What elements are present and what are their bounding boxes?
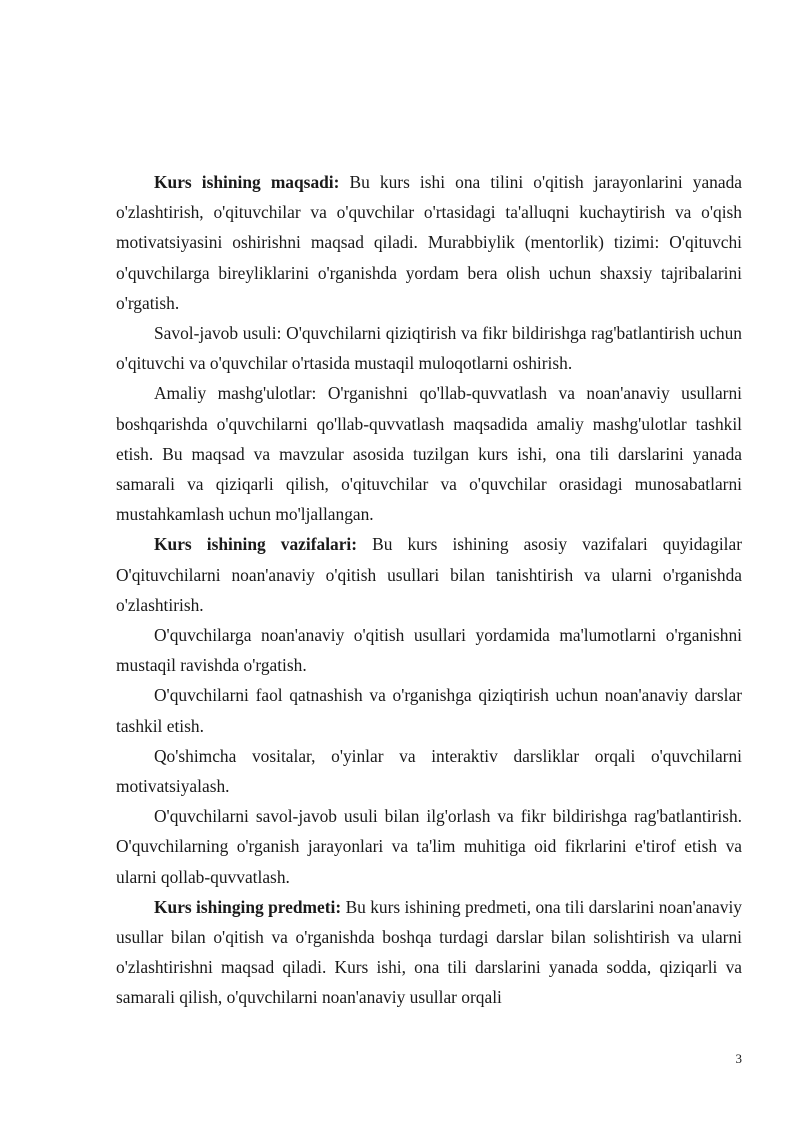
paragraph-task-item (116, 620, 742, 680)
heading-tasks: Kurs ishining vazifalari: (154, 534, 358, 555)
paragraph-text: O'quvchilarni savol-javob usuli bilan ilg'orlash va fikr bildirishga rag'batlantirish. O'quvchilarning o'rganish jarayonlari va ta'lim muhitiga oid fikrlarini e'tirof etish va ularni qollab-quvvatlash. (116, 806, 742, 887)
paragraph-text: Bu kurs ishining asosiy vazifalari quyidagilar O'qituvchilarni noan'anaviy o'qitish usullari bilan tanishtirish va ularni o'rganishda o'zlashtirish. (116, 534, 742, 615)
paragraph-text: Qo'shimcha vositalar, o'yinlar va interaktiv darsliklar orqali o'quvchilarni motivatsiyalash. (116, 745, 742, 797)
paragraph-text: Amaliy mashg'ulotlar: O'rganishni qo'llab-quvvatlash va noan'anaviy usullarni boshqarishda o'quvchilarni qo'llab-quvvatlash maqsadida amaliy mashg'ulotlar tashkil etish. Bu maqsad va mavzular asosida tuzilgan kurs ishi, ona tili darslarini yanada samarali va qiziqarli qilish, o'qituvchilar va o'quvchilar orasidagi munosabatlarni mustahkamlash uchun mo'ljallangan. (116, 383, 742, 525)
paragraph-text: Bu kurs ishi ona tilini o'qitish jarayonlarini yanada o'zlashtirish, o'qituvchilar va o'quvchilar o'rtasidagi ta'alluqni kuchaytirish va o'qish motivatsiyasini oshirishni maqsad qiladi. Murabbiylik (mentorlik) tizimi: O'qituvchi o'quvchilarga bireyliklarini o'rganishda yordam bera olish uchun shaxsiy tajribalarini o'rgatish. (116, 172, 742, 313)
paragraph-text: O'quvchilarni faol qatnashish va o'rganishga qiziqtirish uchun noan'anaviy darslar tashkil etish. (116, 685, 742, 736)
document-body (116, 167, 742, 1013)
paragraph-question-answer (116, 318, 742, 378)
paragraph-text: Bu kurs ishining predmeti, ona tili darslarini noan'anaviy usullar bilan o'qitish va o'rganishda boshqa turdagi darslar bilan solishtirish va ularni o'zlashtirishni maqsad qiladi. Kurs ishi, ona tili darslarini yanada sodda, qiziqarli va samarali qilish, o'quvchilarni noan'anaviy usullar orqali (116, 896, 742, 1008)
paragraph-tasks (116, 529, 742, 620)
heading-purpose: Kurs ishining maqsadi: (154, 172, 340, 192)
paragraph-task-item (116, 741, 742, 801)
paragraph-subject (116, 892, 742, 1013)
paragraph-text: Savol-javob usuli: O'quvchilarni qiziqtirish va fikr bildirishga rag'batlantirish uchun o'qituvchi va o'quvchilar o'rtasida mustaqil muloqotlarni oshirish. (116, 323, 742, 374)
paragraph-practical-lessons (116, 378, 742, 529)
paragraph-text: O'quvchilarga noan'anaviy o'qitish usullari yordamida ma'lumotlarni o'rganishni mustaqil ravishda o'rgatish. (116, 625, 742, 676)
heading-subject: Kurs ishinging predmeti: (154, 896, 342, 917)
paragraph-task-item (116, 801, 742, 892)
paragraph-task-item (116, 680, 742, 740)
paragraph-purpose (116, 167, 742, 318)
page-number: 3 (735, 1051, 742, 1066)
